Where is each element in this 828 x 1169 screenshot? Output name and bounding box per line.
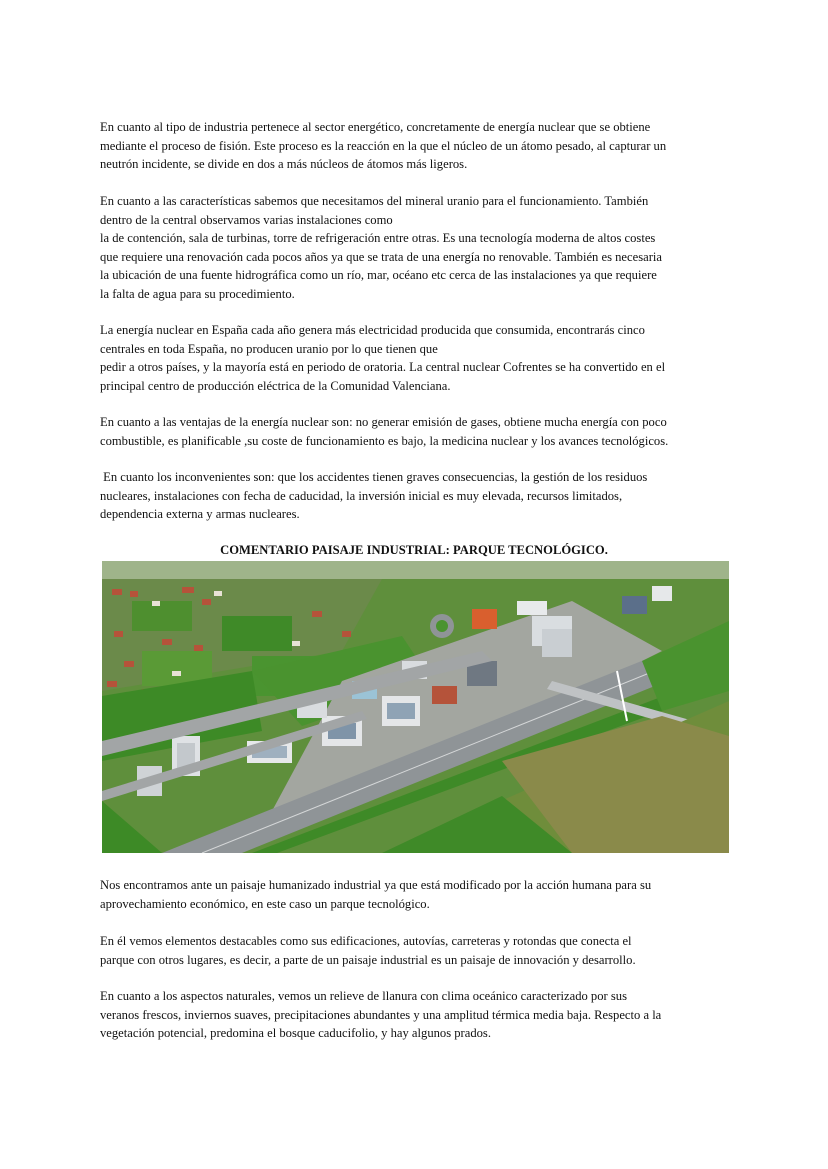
text-line: que requiere una renovación cada pocos años ya que se trata de una energía no renovable. También es necesaria bbox=[100, 249, 662, 264]
text-line: centrales en toda España, no producen uranio por lo que tienen que bbox=[100, 341, 438, 356]
text-line: la de contención, sala de turbinas, torre de refrigeración entre otras. Es una tecnología moderna de altos costes bbox=[100, 231, 656, 245]
text-line: dependencia externa y armas nucleares. bbox=[100, 507, 300, 521]
text-line: dentro de la central observamos varias instalaciones como bbox=[100, 212, 393, 227]
paragraph-humanized-landscape bbox=[100, 876, 728, 913]
text-line: principal centro de producción eléctrica de la Comunidad Valenciana. bbox=[100, 378, 451, 393]
text-line: neutrón incidente, se divide en dos a más núcleos de átomos más ligeros. bbox=[100, 157, 468, 171]
paragraph-characteristics bbox=[100, 192, 728, 303]
paragraph-elements bbox=[100, 932, 728, 969]
text-line: En cuanto a las características sabemos que necesitamos del mineral uranio para el funcionamiento. También bbox=[100, 194, 649, 208]
text-line: veranos frescos, inviernos suaves, precipitaciones abundantes y una amplitud térmica media baja. Respecto a la bbox=[100, 1007, 662, 1022]
text-line: En cuanto al tipo de industria pertenece al sector energético, concretamente de energía nuclear que se obtiene bbox=[100, 120, 651, 134]
section-title: COMENTARIO PAISAJE INDUSTRIAL: PARQUE TECNOLÓGICO. bbox=[220, 543, 608, 557]
text-line: vegetación potencial, predomina el bosque caducifolio, y hay algunos prados. bbox=[100, 1026, 491, 1040]
text-line: nucleares, instalaciones con fecha de caducidad, la inversión inicial es muy elevada, recursos limitados, bbox=[100, 488, 623, 503]
paragraph-disadvantages bbox=[100, 468, 728, 524]
paragraph-advantages bbox=[100, 413, 728, 450]
photo-illustration bbox=[102, 561, 729, 853]
text-line: En cuanto a las ventajas de la energía nuclear son: no generar emisión de gases, obtiene mucha energía con poco bbox=[100, 415, 667, 429]
paragraph-natural-aspects bbox=[100, 987, 728, 1043]
text-line: En cuanto los inconvenientes son: que los accidentes tienen graves consecuencias, la gestión de los residuos bbox=[100, 470, 648, 484]
text-line: aprovechamiento económico, en este caso un parque tecnológico. bbox=[100, 896, 430, 911]
text-line: combustible, es planificable ,su coste de funcionamiento es bajo, la medicina nuclear y los avances tecnológicos. bbox=[100, 433, 669, 448]
text-line: la ubicación de una fuente hidrográfica como un río, mar, océano etc cerca de las instalaciones ya que requiere bbox=[100, 268, 657, 282]
text-line: pedir a otros países, y la mayoría está en periodo de oratoria. La central nuclear Cofrentes se ha convertido en el bbox=[100, 360, 666, 374]
paragraph-spain-nuclear bbox=[100, 321, 728, 395]
text-line: En él vemos elementos destacables como sus edificaciones, autovías, carreteras y rotondas que conecta el bbox=[100, 934, 632, 948]
text-line: mediante el proceso de fisión. Este proceso es la reacción en la que el núcleo de un átomo pesado, al capturar un bbox=[100, 138, 667, 153]
aerial-photo-technology-park bbox=[102, 561, 729, 853]
text-line: Nos encontramos ante un paisaje humanizado industrial ya que está modificado por la acción humana para su bbox=[100, 878, 652, 892]
text-line: En cuanto a los aspectos naturales, vemos un relieve de llanura con clima oceánico caracterizado por sus bbox=[100, 989, 627, 1003]
text-line: la falta de agua para su procedimiento. bbox=[100, 286, 295, 301]
text-line: parque con otros lugares, es decir, a parte de un paisaje industrial es un paisaje de innovación y desarrollo. bbox=[100, 952, 636, 967]
paragraph-nuclear-fission bbox=[100, 118, 728, 174]
text-line: La energía nuclear en España cada año genera más electricidad producida que consumida, encontrarás cinco bbox=[100, 323, 645, 337]
